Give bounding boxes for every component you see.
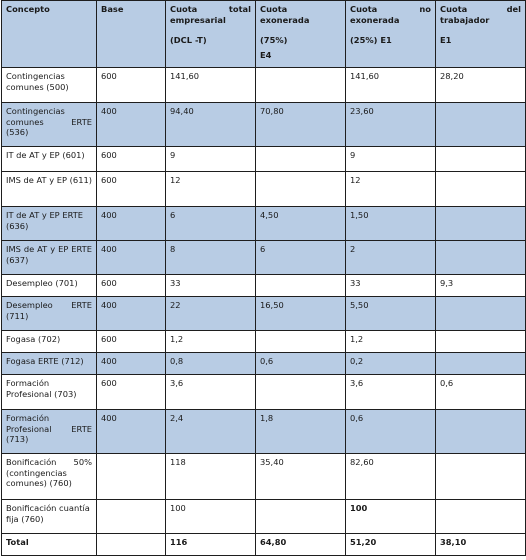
cell-trabajador [436, 297, 526, 331]
header-concepto: Concepto [2, 1, 97, 68]
cell-total: 100 [166, 500, 256, 534]
table-row [2, 331, 526, 353]
cell-base [97, 500, 166, 534]
cell-concepto: Fogasa (702) [2, 331, 97, 353]
cell-no-exonerada: 23,60 [346, 103, 436, 147]
table-row [2, 375, 526, 410]
cell-trabajador [436, 103, 526, 147]
cell-no-exonerada: 51,20 [346, 534, 436, 556]
header-cuota-no-exonerada: Cuota no exonerada (25%) E1 [346, 1, 436, 68]
cell-trabajador [436, 172, 526, 207]
table-row [2, 241, 526, 275]
cell-no-exonerada: 141,60 [346, 68, 436, 103]
cell-total: 9 [166, 147, 256, 172]
cell-base: 400 [97, 353, 166, 375]
cell-no-exonerada: 0,2 [346, 353, 436, 375]
cell-trabajador: 38,10 [436, 534, 526, 556]
table-row [2, 68, 526, 103]
cell-trabajador: 9,3 [436, 275, 526, 297]
cell-trabajador [436, 500, 526, 534]
cell-no-exonerada: 3,6 [346, 375, 436, 410]
cell-base [97, 454, 166, 500]
cell-total: 6 [166, 207, 256, 241]
cell-trabajador: 0,6 [436, 375, 526, 410]
cell-base: 600 [97, 68, 166, 103]
cell-exonerada [256, 147, 346, 172]
cell-no-exonerada: 5,50 [346, 297, 436, 331]
cell-total: 116 [166, 534, 256, 556]
cell-concepto: Formación Profesional (703) [2, 375, 97, 410]
cell-trabajador [436, 207, 526, 241]
cell-total: 118 [166, 454, 256, 500]
cell-concepto: Bonificación 50% (contingencias comunes) (760) [2, 454, 97, 500]
cell-base: 400 [97, 297, 166, 331]
table-row [2, 297, 526, 331]
cell-exonerada: 6 [256, 241, 346, 275]
cell-no-exonerada: 9 [346, 147, 436, 172]
cell-exonerada [256, 275, 346, 297]
cell-base: 600 [97, 331, 166, 353]
cell-concepto: Contingencias comunes ERTE (536) [2, 103, 97, 147]
cell-concepto: IMS de AT y EP ERTE (637) [2, 241, 97, 275]
cell-exonerada: 35,40 [256, 454, 346, 500]
cell-trabajador [436, 331, 526, 353]
header-cuota-trabajador: Cuota del trabajador E1 [436, 1, 526, 68]
table-row [2, 207, 526, 241]
cell-base: 600 [97, 275, 166, 297]
table-row [2, 103, 526, 147]
cell-no-exonerada: 12 [346, 172, 436, 207]
cell-concepto: Total [2, 534, 97, 556]
cell-no-exonerada: 82,60 [346, 454, 436, 500]
cell-concepto: Fogasa ERTE (712) [2, 353, 97, 375]
cell-concepto: IT de AT y EP (601) [2, 147, 97, 172]
cell-concepto: Desempleo ERTE (711) [2, 297, 97, 331]
table-row [2, 410, 526, 454]
cotizacion-table [1, 0, 526, 556]
cell-base: 400 [97, 103, 166, 147]
table-row [2, 500, 526, 534]
cell-total: 3,6 [166, 375, 256, 410]
cell-no-exonerada: 1,50 [346, 207, 436, 241]
header-base: Base [97, 1, 166, 68]
cell-trabajador [436, 353, 526, 375]
cell-no-exonerada: 1,2 [346, 331, 436, 353]
cell-total: 22 [166, 297, 256, 331]
cell-base: 400 [97, 410, 166, 454]
cell-concepto: Bonificación cuantía fija (760) [2, 500, 97, 534]
cell-concepto: IT de AT y EP ERTE (636) [2, 207, 97, 241]
cell-concepto: IMS de AT y EP (611) [2, 172, 97, 207]
cell-total: 94,40 [166, 103, 256, 147]
cell-no-exonerada: 2 [346, 241, 436, 275]
table-row [2, 172, 526, 207]
cell-total: 33 [166, 275, 256, 297]
cell-base: 600 [97, 375, 166, 410]
cell-concepto: Desempleo (701) [2, 275, 97, 297]
cell-no-exonerada: 0,6 [346, 410, 436, 454]
cell-exonerada [256, 500, 346, 534]
table-row [2, 353, 526, 375]
table-header-row [2, 1, 526, 68]
table-row [2, 147, 526, 172]
cell-no-exonerada: 33 [346, 275, 436, 297]
cell-exonerada: 1,8 [256, 410, 346, 454]
cell-exonerada: 64,80 [256, 534, 346, 556]
cell-total: 8 [166, 241, 256, 275]
cell-exonerada [256, 331, 346, 353]
cell-exonerada [256, 68, 346, 103]
cell-total: 0,8 [166, 353, 256, 375]
cell-exonerada [256, 172, 346, 207]
cell-base: 400 [97, 241, 166, 275]
cell-total: 12 [166, 172, 256, 207]
table-row [2, 454, 526, 500]
cell-concepto: Contingencias comunes (500) [2, 68, 97, 103]
cell-concepto: Formación Profesional ERTE (713) [2, 410, 97, 454]
cell-trabajador: 28,20 [436, 68, 526, 103]
cell-trabajador [436, 454, 526, 500]
cell-trabajador [436, 147, 526, 172]
cell-exonerada [256, 375, 346, 410]
cell-exonerada: 70,80 [256, 103, 346, 147]
header-cuota-total: Cuota total empresarial (DCL -T) [166, 1, 256, 68]
total-row [2, 534, 526, 556]
cell-base: 600 [97, 147, 166, 172]
table-row [2, 275, 526, 297]
cell-total: 1,2 [166, 331, 256, 353]
cell-no-exonerada: 100 [346, 500, 436, 534]
cell-base: 600 [97, 172, 166, 207]
cell-total: 141,60 [166, 68, 256, 103]
cell-trabajador [436, 410, 526, 454]
cell-trabajador [436, 241, 526, 275]
header-cuota-exonerada: Cuota exonerada (75%) E4 [256, 1, 346, 68]
cell-exonerada: 16,50 [256, 297, 346, 331]
cell-exonerada: 0,6 [256, 353, 346, 375]
cell-base [97, 534, 166, 556]
cell-base: 400 [97, 207, 166, 241]
cell-exonerada: 4,50 [256, 207, 346, 241]
cell-total: 2,4 [166, 410, 256, 454]
